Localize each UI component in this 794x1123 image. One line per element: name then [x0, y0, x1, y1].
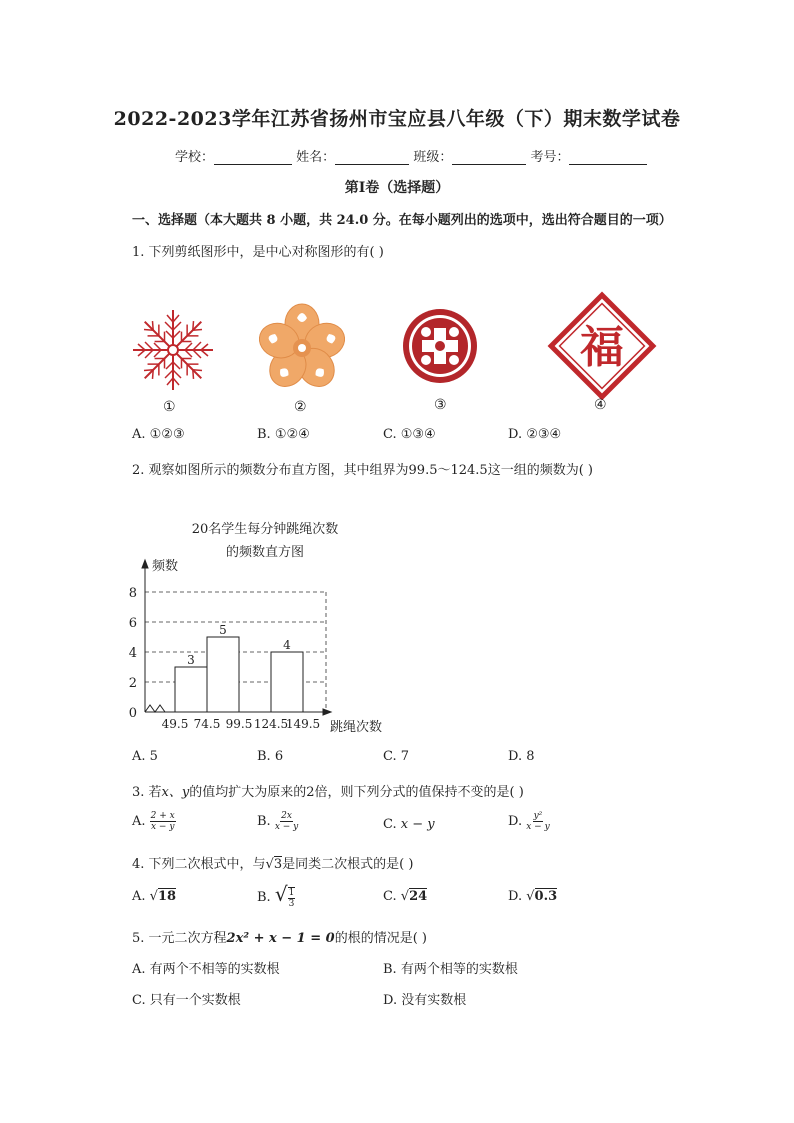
q3-variables: x、y: [161, 785, 190, 800]
question-2-stem: 2. 观察如图所示的频数分布直方图，其中组界为99.5～124.5这一组的频数为( ): [132, 463, 593, 478]
fu-diamond-papercut-icon: [551, 295, 653, 397]
exam-title: 2022-2023学年江苏省扬州市宝应县八年级（下）期末数学试卷: [113, 108, 681, 130]
class-label: 班级：: [413, 150, 453, 165]
x-tick-label: 124.5: [253, 717, 289, 731]
q4-option-b[interactable]: B. √ $\frac{1}{3}$: [257, 882, 295, 909]
q4-b-fraction: $\frac{1}{3}$: [288, 887, 295, 909]
sqrt-symbol: √: [265, 857, 274, 872]
x-tick-label: 49.5: [161, 717, 189, 731]
q4-option-d[interactable]: D. √0.3: [508, 889, 558, 904]
q1-option-b[interactable]: B. ①②④: [257, 427, 310, 442]
section-title: 第I卷（选择题）: [344, 180, 450, 196]
flower-papercut-icon: [255, 304, 349, 394]
y-axis-arrow: [142, 560, 148, 568]
figure-label-2: ②: [294, 399, 307, 415]
q3-d-fraction: $\frac{\text{y²}}{x - y}$: [526, 811, 550, 832]
x-tick-label: 99.5: [225, 717, 253, 731]
name-blank[interactable]: [335, 150, 409, 165]
x-axis-arrow: [323, 709, 331, 715]
histogram-bar: [271, 652, 303, 712]
q3-a-fraction: $\frac{2 + x}{x - y}$: [150, 811, 175, 832]
q4-option-a[interactable]: A. √18: [132, 889, 177, 904]
chart-title: 20名学生每分钟跳绳次数: [191, 522, 339, 537]
exam-number-blank[interactable]: [569, 150, 647, 165]
name-label: 姓名：: [296, 150, 336, 165]
q4-option-c[interactable]: C. √24: [383, 889, 428, 904]
school-label: 学校：: [175, 150, 215, 165]
sqrt-symbol: √: [274, 882, 288, 906]
question-1-stem: 1. 下列剪纸图形中，是中心对称图形的有( ): [132, 245, 384, 260]
x-tick-label: 149.5: [285, 717, 321, 731]
y-tick-label: 0: [128, 706, 137, 721]
sqrt-symbol: √: [400, 889, 410, 904]
figure-label-1: ①: [163, 399, 176, 415]
q3-option-a[interactable]: A. $\frac{2 + x}{x - y}$: [132, 811, 175, 832]
q5-option-a[interactable]: A. 有两个不相等的实数根: [132, 962, 280, 977]
y-tick-label: 6: [128, 616, 137, 631]
part-heading: 一、选择题（本大题共 8 小题，共 24.0 分。在每小题列出的选项中，选出符合题目的一项）: [132, 213, 672, 228]
question-4-stem: 4. 下列二次根式中，与√3是同类二次根式的是( ): [132, 857, 414, 872]
q1-option-a[interactable]: A. ①②③: [132, 427, 185, 442]
question-3-stem: 3. 若x、y的值均扩大为原来的2倍，则下列分式的值保持不变的是( ): [132, 785, 524, 800]
histogram-bar: [175, 667, 207, 712]
bar-value-label: 5: [219, 623, 227, 637]
q2-option-b[interactable]: B. 6: [257, 749, 284, 764]
bar-value-label: 4: [283, 638, 291, 652]
fu-character: 福: [580, 322, 624, 373]
q1-option-c[interactable]: C. ①③④: [383, 427, 436, 442]
student-info-line: [175, 146, 647, 165]
q2-option-c[interactable]: C. 7: [383, 749, 410, 764]
q2-option-d[interactable]: D. 8: [508, 749, 535, 764]
q5-option-d[interactable]: D. 没有实数根: [383, 993, 467, 1008]
figure-label-4: ④: [594, 397, 607, 413]
y-tick-label: 8: [128, 586, 137, 601]
q5-option-b[interactable]: B. 有两个相等的实数根: [383, 962, 518, 977]
q1-papercut-figures: [120, 290, 680, 400]
axis-break-zigzag: [145, 705, 165, 712]
exam-number-label: 考号：: [530, 150, 570, 165]
q3-b-fraction: $\frac{2x}{x - y}$: [274, 811, 299, 832]
y-tick-label: 2: [128, 676, 137, 691]
q1-option-d[interactable]: D. ②③④: [508, 427, 562, 442]
question-5-stem: 5. 一元二次方程2x² + x − 1 = 0的根的情况是( ): [132, 931, 427, 946]
frequency-histogram: [122, 552, 402, 737]
medallion-papercut-icon: [403, 309, 477, 383]
bar-value-label: 3: [187, 653, 195, 667]
q3-option-b[interactable]: B. $\frac{2x}{x - y}$: [257, 811, 299, 832]
figure-label-3: ③: [434, 397, 447, 413]
q5-equation: 2x² + x − 1 = 0: [226, 931, 335, 946]
q5-option-c[interactable]: C. 只有一个实数根: [132, 993, 241, 1008]
histogram-bar: [207, 637, 239, 712]
snowflake-papercut-icon: [133, 310, 213, 390]
x-tick-label: 74.5: [193, 717, 221, 731]
school-blank[interactable]: [214, 150, 292, 165]
q2-option-a[interactable]: A. 5: [132, 749, 158, 764]
x-axis-label: 跳绳次数: [330, 720, 383, 735]
sqrt-symbol: √: [149, 889, 158, 904]
sqrt-symbol: √: [526, 889, 535, 904]
y-axis-label: 频数: [152, 559, 179, 574]
y-tick-label: 4: [128, 646, 137, 661]
q3-option-c[interactable]: C. x − y: [383, 817, 435, 832]
chart-subtitle: 的频数直方图: [225, 545, 304, 560]
q3-option-d[interactable]: D. $\frac{\text{y²}}{x - y}$: [508, 811, 550, 832]
class-blank[interactable]: [452, 150, 526, 165]
